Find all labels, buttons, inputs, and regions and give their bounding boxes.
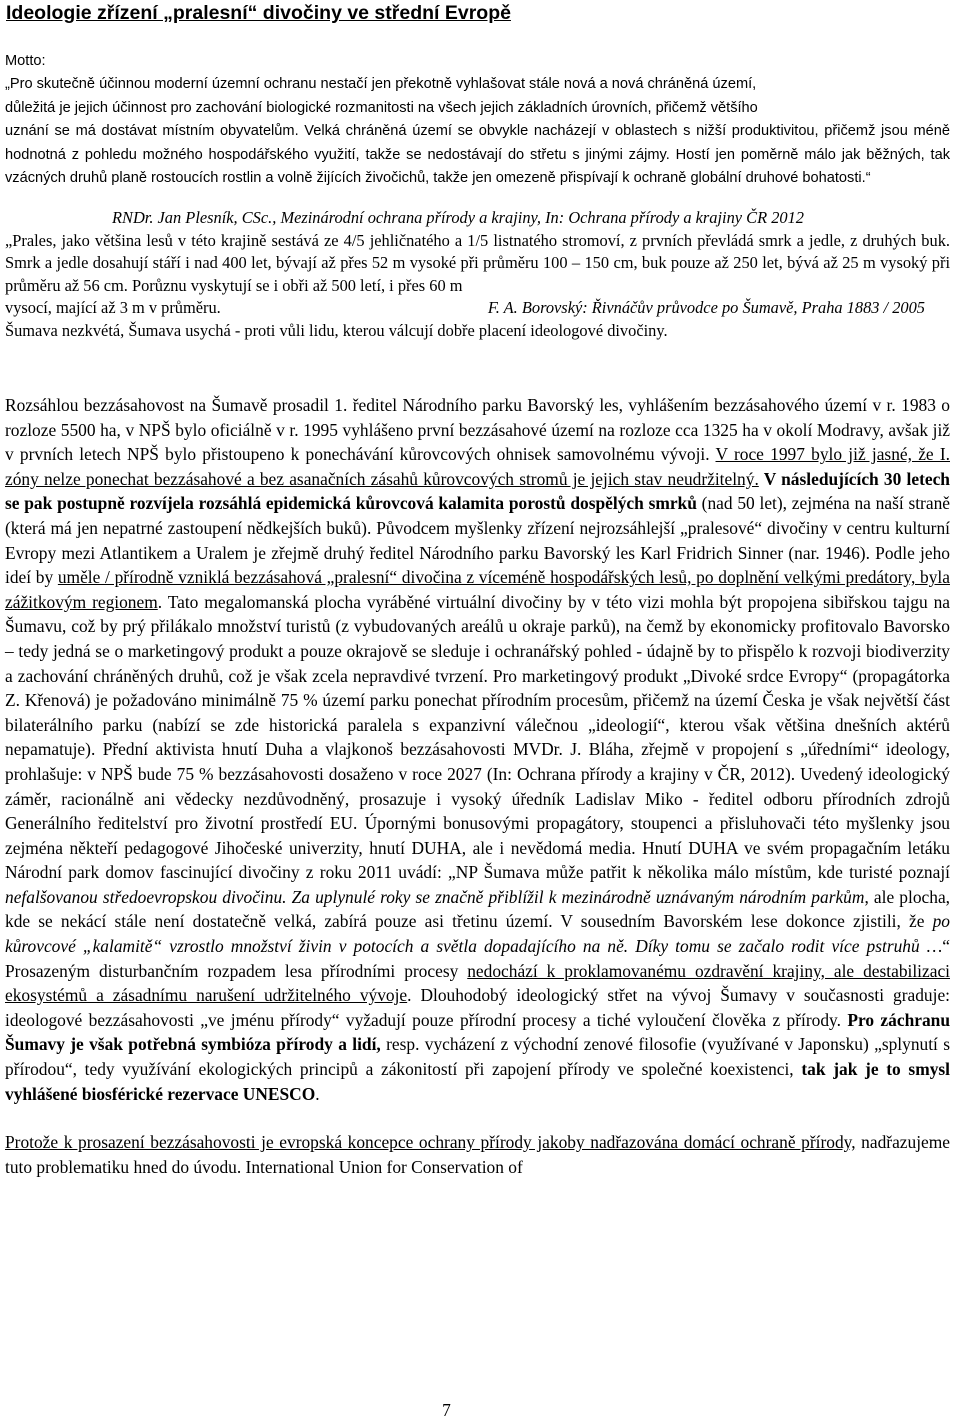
citation2: F. A. Borovský: Řivnáčův průvodce po Šumavě, Praha 1883 / 2005 (487, 298, 925, 318)
p2-underlined-1: Protože k prosazení bezzásahovosti je evropská koncepce ochrany přírody jakoby nadřazována domácí ochraně přírody, (5, 1132, 856, 1153)
p1-text-5: “ Prosazeným disturbančním rozpadem lesa přírodními procesy (5, 936, 950, 981)
motto-quote2-lastline (5, 297, 950, 320)
p1-underlined-2: uměle / přírodně vzniklá bezzásahová „pralesní“ divočina z víceméně hospodářských lesů, po doplnění velkými predátory, byla zážitkovým regionem (5, 567, 950, 612)
p1-text-3: . Tato megalomanská plocha vyráběné virtuální divočiny by v této vizi mohla být propojena sibiřskou tajgu na Šumavu, což by prý přilákalo množství turistů (z vybudovaných areálů u okraje parků), na čemž by ekonomicky profitovalo Bavorsko – tedy jedná se o marketingový produkt a pouze okrajově se sleduje i ochranářský pohled - údajně by to přispělo k rozvoji biodiverzity a zachování chráněných druhů, což je však zcela nepravdivé tvrzení. Pro marketingový produkt „Divoké srdce Evropy“ (propagátorka Z. Křenová) je požadováno minimálně 75 % území parku ponechat přírodním procesům, přičemž na území Česka je však největší část bilaterálního parku (nabízí se zde historická paralela s expanzivní válečnou „ideologií“, kterou však většina dnešních aktérů nepamatuje). Přední aktivista hnutí Duha a vlajkonoš bezzásahovosti MVDr. J. Bláha, zřejmě v propojení s „úředními“ ideology, prohlašuje: v NPŠ bude 75 % bezzásahovosti dosaženo v roce 2027 (In: Ochrana přírody a krajiny v ČR, 2012). Uvedený ideologický záměr, racionálně ani vědecky nezdůvodněný, prosazuje i vysoký úředník Ladislav Miko - ředitel odboru přírodních zdrojů Generálního ředitelství pro životní prostředí EU. Úpornými bonusovými propagátory, stoupenci a přisluhovači této myšlenky jsou zejména někteří pedagogové Jihočeské univerzity, hnutí DUHA, ale i nevědomá media. Hnutí DUHA ve svém propagačním letáku Národní park domov fascinující divočiny z roku 2011 uvádí: „NP Šumava může patřit k několika málo místům, kde turisté poznají (5, 591, 950, 883)
p1-text-4: , ale plocha, kde se nekácí stále není dostatečně velká, zabírá pouze asi třetinu území. V sousedním Bavorském lese dokonce zjistili, že (5, 886, 951, 932)
p1-underlined-3: nedochází k proklamovanému ozdravění krajiny, ale destabilizaci ekosystémů a zásadnímu narušení udržitelného vývoje (5, 960, 950, 1006)
p1-text-2: (nad 50 let), zejména na naší straně (která má jen nepatrné zastoupení nědkejších buků). Původcem myšlenky zřízení nejrozsáhlejší „pralesové“ divočiny v centru kulturní Evropy mezi Atlantikem a Uralem je zřejmě druhý ředitel Národního parku Bavorský les Karl Fridrich Sinner (nar. 1946). Podle jeho ideí by (5, 493, 950, 588)
motto-slogan: Šumava nezkvétá, Šumava usychá - proti vůli lidu, kterou válcují dobře placení ideologové divočiny. (5, 320, 668, 340)
page-title: Ideologie zřízení „pralesní“ divočiny ve střední Evropě (6, 2, 511, 24)
citation1-author: RNDr. Jan Plesník, CSc. (112, 208, 273, 227)
motto-quote2-last: vysocí, mající až 3 m v průměru. (5, 298, 221, 318)
page-number: 7 (442, 1400, 451, 1420)
motto-block (5, 50, 950, 190)
citation1-source: , Mezinárodní ochrana přírody a krajiny, In: Ochrana přírody a krajiny ČR 2012 (272, 208, 804, 227)
paragraph-1 (5, 393, 950, 1106)
motto-label: Motto: (5, 53, 46, 69)
p1-italic-2: po kůrovcové „kalamitě“ vzrostlo množství živin v potocích a světla dopadajícího na ně. Díky tomu se začalo rodit více pstruhů … (5, 911, 950, 957)
motto-quote1-line1: „Pro skutečně účinnou moderní územní ochranu nestačí jen překotně vyhlašovat stále nová a nová chráněná území, (5, 76, 757, 93)
p1-bold-2: Pro záchranu Šumavy je však potřebná symbióza přírody a lidí, (5, 1009, 950, 1055)
p1-underlined-1: V roce 1997 bylo již jasné, že I. zóny nelze ponechat bezzásahové a bez asanačních zásahů kůrovcových stromů je jejich stav neudržitelný. (5, 444, 950, 489)
p1-bold-1: V následujících 30 letech se pak postupně rozvíjela rozsáhlá epidemická kůrovcová kalamita porostů dospělých smrků (5, 468, 950, 514)
paragraph-2 (5, 1130, 950, 1179)
citation1 (5, 207, 950, 230)
motto-quote2: „Prales, jako většina lesů v této krajině sestává ze 4/5 jehličnatého a 1/5 listnatého stromoví, z prvních převládá smrk a jedle, z druhých buk. Smrk a jedle dosahují stáří i nad 400 let, bývají až přes 52 m vysoké při průměru 100 – 150 cm, buk pouze až 250 let, bývá až 25 m vysoký při průměru až 56 cm. Porůznu vyskytují se i obři až 500 letí, i přes 60 m (5, 230, 950, 295)
p1-italic-1: nefalšovanou středoevropskou divočinu. Za uplynulé roky se značně přiblížil k mezinárodně uznávaným národním parkům (5, 886, 865, 907)
p1-text-8: . (315, 1083, 320, 1104)
p1-text-7: resp. vycházení z východní zenové filosofie (využívané v Japonsku) „splynutí s přírodou“, tedy využívání ekologických principů a zákonitostí při zapojení přírody ve společné koexistenci, (5, 1034, 950, 1080)
p2-text-1: nadřazujeme tuto problematiku hned do úvodu. International Union for Conservation of (5, 1132, 950, 1177)
motto-citations (5, 207, 950, 343)
p1-text-6: . Dlouhodobý ideologický střet na vývoj Šumavy v současnosti graduje: ideologové bezzásahovosti „ve jménu přírody“ vyžadují pouze přírodní procesy a tiché vyloučení člověka z přírody. (5, 985, 950, 1030)
motto-quote1-line2: důležitá je jejich účinnost pro zachování biologické rozmanitosti na všech jejich základních úrovních, přičemž většího (5, 99, 758, 116)
main-text (5, 393, 950, 1179)
motto-quote1-rest: uznání se má dostávat místním obyvatelům. Velká chráněná území se obvykle nacházejí v oblastech s nižší produktivitou, přičemž jsou méně hodnotná z pohledu možného hospodářského využití, takže se nedostávají do střetu s jinými zájmy. Hostí jen poměrně málo jak běžných, tak vzácných druhů planě rostoucích rostlin a volně žijících živočichů, takže jen omezeně přispívají k ochraně globální druhové bohatosti.“ (5, 123, 950, 187)
p1-text-1: Rozsáhlou bezzásahovost na Šumavě prosadil 1. ředitel Národního parku Bavorský les, vyhlášením bezzásahového území v r. 1983 o rozloze 5500 ha, v NPŠ bylo oficiálně v r. 1995 vyhlášeno první bezzásahové území na rozloze cca 1325 ha v okolí Modravy, avšak již v prvních letech NPŠ bylo přistoupeno k ponechávání kůrovcových ohnisek samovolnému vývoji. (5, 395, 950, 465)
p1-bold-3: tak jak je to smysl vyhlášené biosférické rezervace UNESCO (5, 1059, 950, 1104)
